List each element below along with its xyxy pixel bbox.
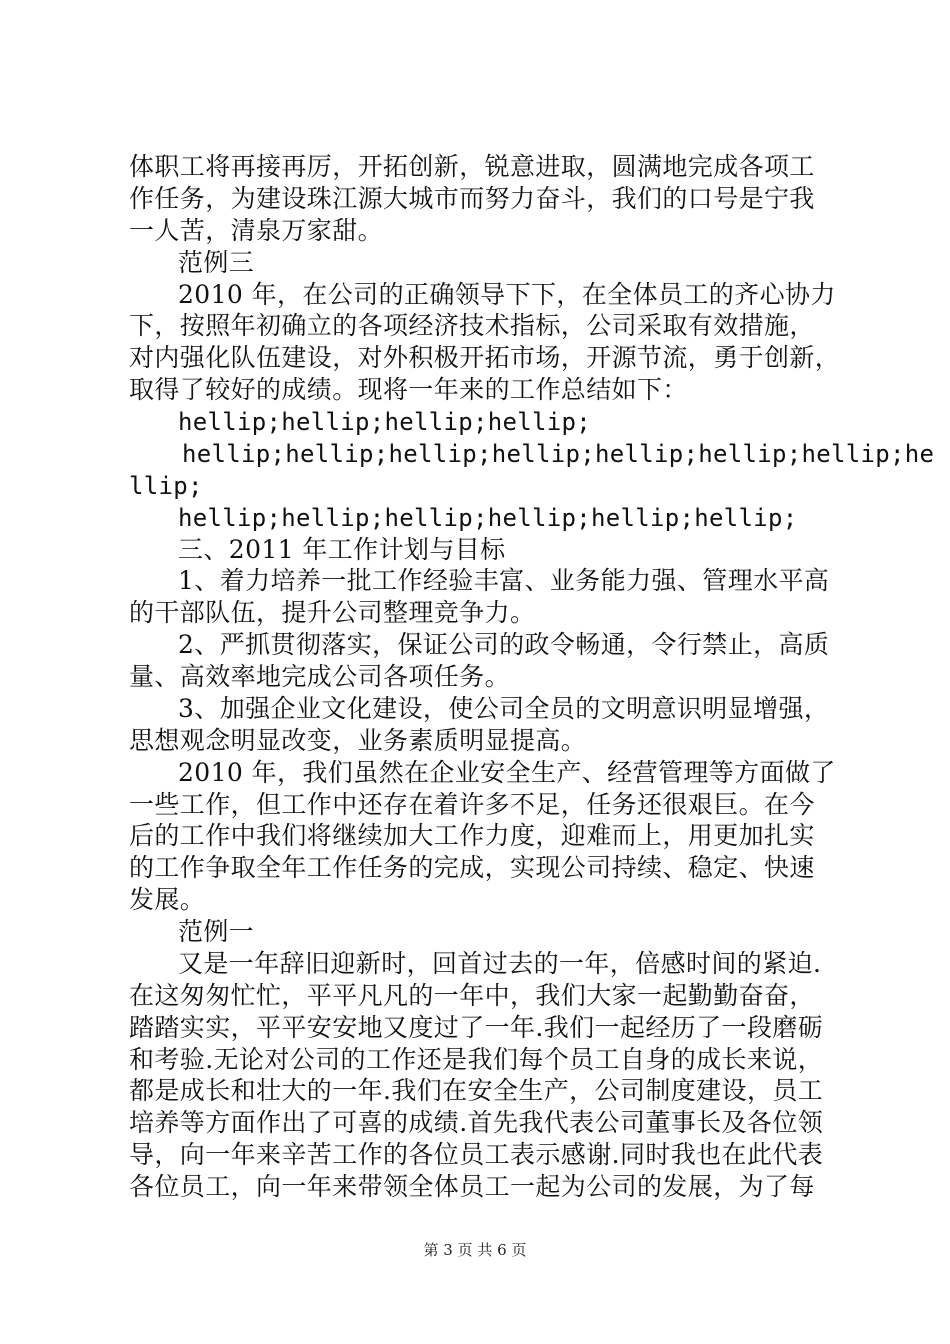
text-line: 的工作争取全年工作任务的完成，实现公司持续、稳定、快速: [129, 853, 815, 882]
text-line: 又是一年辞旧迎新时，回首过去的一年，倍感时间的紧迫.: [178, 949, 822, 978]
text-line: 范例三: [178, 248, 255, 277]
text-line: 和考验.无论对公司的工作还是我们每个员工自身的成长来说，: [129, 1045, 824, 1074]
text-line: 取得了较好的成绩。现将一年来的工作总结如下：: [129, 375, 688, 404]
text-line: llip;: [129, 472, 203, 500]
text-line: 导，向一年来辛苦工作的各位员工表示感谢.同时我也在此代表: [129, 1140, 824, 1169]
text-line: 都是成长和壮大的一年.我们在安全生产，公司制度建设，员工: [129, 1076, 824, 1105]
text-line: 3、加强企业文化建设，使公司全员的文明意识明显增强，: [178, 694, 830, 723]
text-line: 作任务，为建设珠江源大城市而努力奋斗，我们的口号是宁我: [129, 184, 815, 213]
text-line: 各位员工，向一年来带领全体员工一起为公司的发展，为了每: [129, 1172, 815, 1201]
text-line: 范例一: [178, 917, 255, 946]
text-line: 一人苦，清泉万家甜。: [129, 216, 384, 245]
text-line: 一些工作，但工作中还存在着许多不足，任务还很艰巨。在今: [129, 790, 815, 819]
text-line: hellip;hellip;hellip;hellip;hellip;hellip;hellip;he: [182, 440, 935, 468]
text-line: 量、高效率地完成公司各项任务。: [129, 662, 511, 691]
text-line: 思想观念明显改变，业务素质明显提高。: [129, 726, 587, 755]
text-line: 下，按照年初确立的各项经济技术指标，公司采取有效措施，: [129, 311, 815, 340]
text-line: hellip;hellip;hellip;hellip;: [178, 408, 591, 436]
page-footer: 第 3 页 共 6 页: [423, 1241, 527, 1259]
text-line: 1、着力培养一批工作经验丰富、业务能力强、管理水平高: [178, 566, 830, 595]
text-line: 后的工作中我们将继续加大工作力度，迎难而上，用更加扎实: [129, 821, 815, 850]
text-line: 体职工将再接再厉，开拓创新，锐意进取，圆满地完成各项工: [129, 152, 815, 181]
text-line: 发展。: [129, 885, 206, 914]
text-line: 三、2011 年工作计划与目标: [178, 535, 506, 564]
text-line: 对内强化队伍建设，对外积极开拓市场，开源节流，勇于创新，: [129, 343, 841, 372]
text-line: 培养等方面作出了可喜的成绩.首先我代表公司董事长及各位领: [129, 1108, 824, 1137]
text-line: hellip;hellip;hellip;hellip;hellip;hellip;: [178, 504, 798, 532]
text-line: 踏踏实实，平平安安地又度过了一年.我们一起经历了一段磨砺: [129, 1013, 824, 1042]
text-line: 2010 年，我们虽然在企业安全生产、经营管理等方面做了: [178, 758, 836, 787]
text-line: 的干部队伍，提升公司整理竞争力。: [129, 598, 536, 627]
text-line: 2、严抓贯彻落实，保证公司的政令畅通，令行禁止，高质: [178, 630, 830, 659]
text-line: 2010 年，在公司的正确领导下下，在全体员工的齐心协力: [178, 280, 836, 309]
text-line: 在这匆匆忙忙，平平凡凡的一年中，我们大家一起勤勤奋奋，: [129, 981, 815, 1010]
